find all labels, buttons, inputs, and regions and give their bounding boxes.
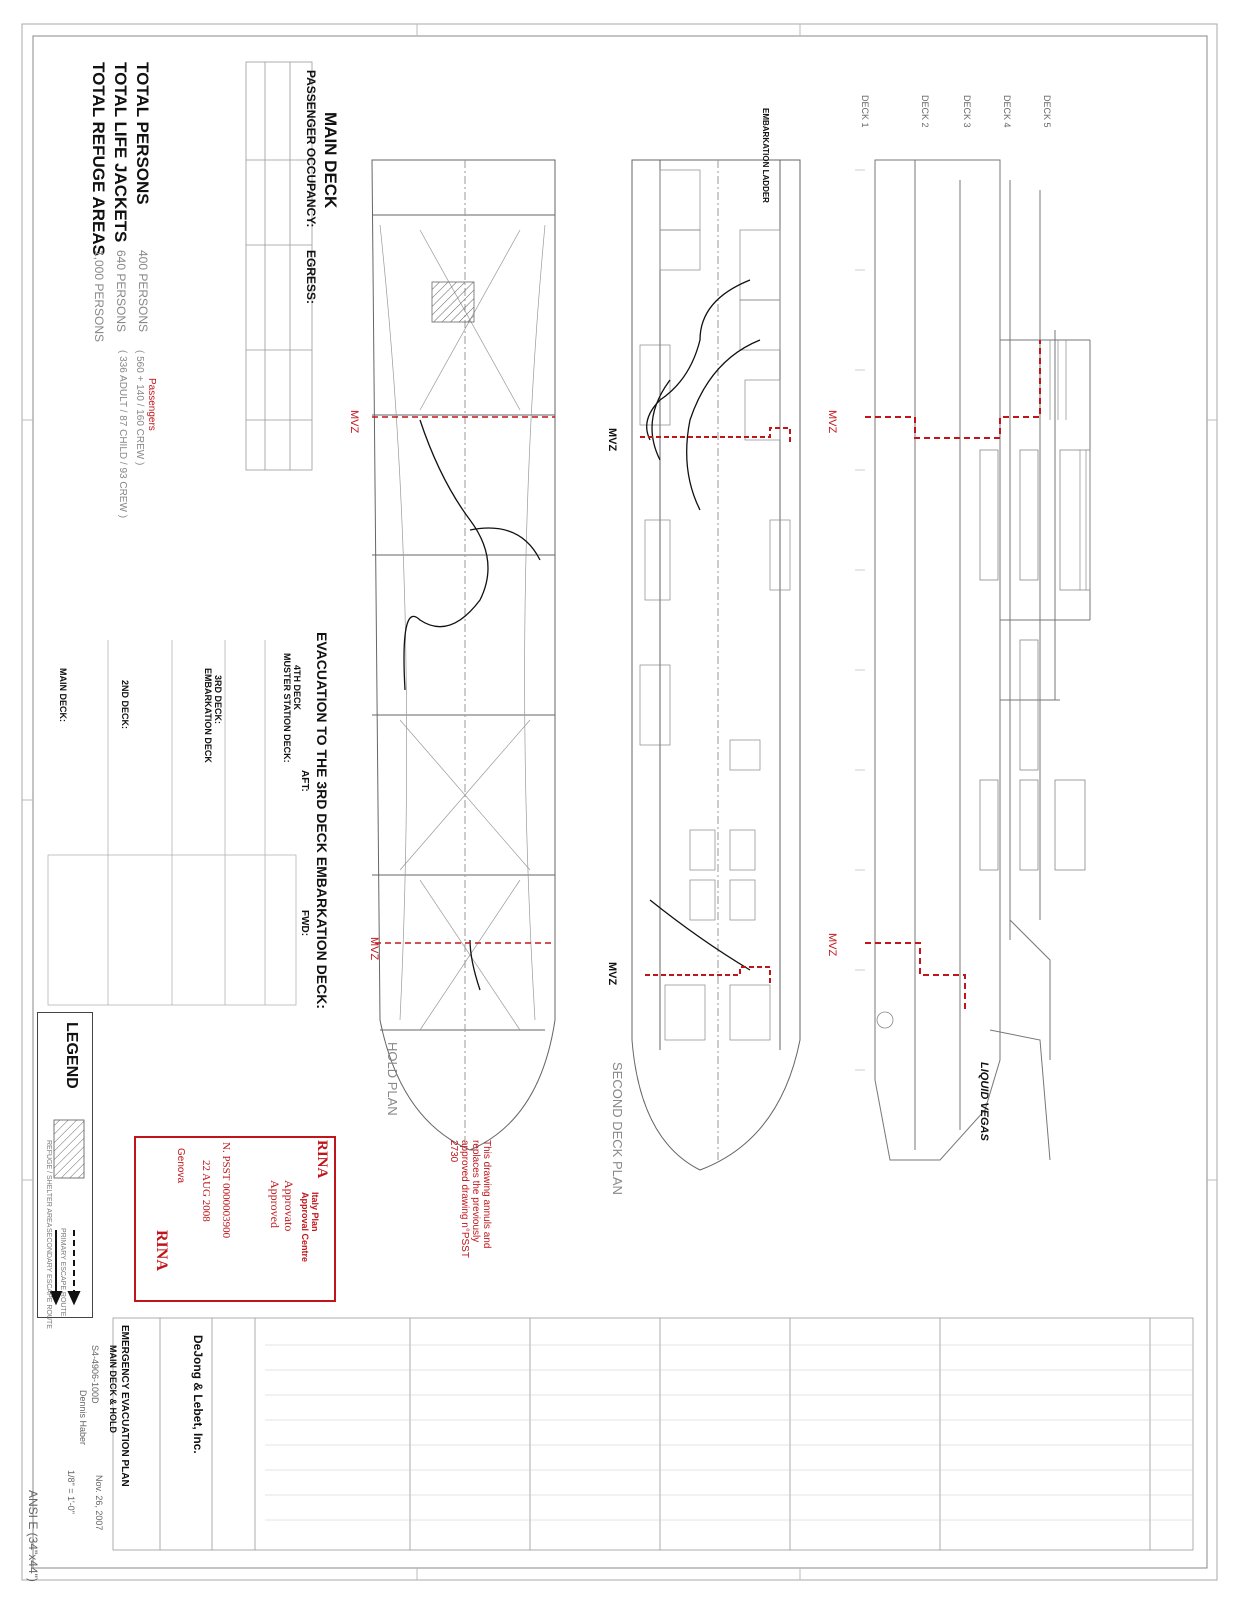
rina-logo-text: RINA	[153, 1230, 170, 1271]
total-refuge-areas-value: 1,000 PERSONS	[92, 250, 106, 343]
vessel-name: LIQUID VEGAS	[978, 1062, 990, 1141]
rina-pss-number: N. PSST 0000003900	[220, 1142, 232, 1239]
rina-approved: Approved	[268, 1180, 282, 1228]
deck-label-5: DECK 5	[1042, 95, 1052, 128]
deck-label-1: DECK 1	[860, 95, 870, 128]
second-deck-plan-label: SECOND DECK PLAN	[610, 1062, 625, 1195]
legend-item-primary: PRIMARY ESCAPE ROUTE	[59, 1228, 66, 1317]
mvz-label-second-2: MVZ	[606, 962, 618, 986]
adult-child-note: ( 336 ADULT / 87 CHILD / 93 CREW )	[117, 350, 128, 519]
company-name: DeJong & Lebet, Inc.	[191, 1335, 205, 1454]
deck-label-4: DECK 4	[1002, 95, 1012, 128]
drawing-number: S4-4906-100D	[90, 1345, 100, 1404]
evacuation-title: EVACUATION TO THE 3RD DECK EMBARKATION DECK:	[314, 632, 330, 1009]
hold-escape-routes	[404, 420, 540, 990]
embarkation-ladder-label: EMBARKATION LADDER	[761, 108, 770, 203]
drawing-title-2: MAIN DECK & HOLD	[108, 1345, 118, 1433]
evacuation-aft: AFT:	[299, 770, 310, 792]
annul-note: This drawing annuls and replaces the previously approved drawing n°PSST 2730	[448, 1140, 492, 1258]
mvz-label-profile-1: MVZ	[826, 410, 838, 434]
rina-header-title: RINA	[314, 1140, 330, 1179]
deck4-label: 4TH DECK	[292, 665, 302, 711]
mvz-label-hold-1: MVZ	[348, 410, 360, 434]
scale: 1/8" = 1'-0"	[66, 1470, 76, 1514]
rina-header-sub1: Italy Plan	[310, 1192, 320, 1232]
total-persons-value: 400 PERSONS	[136, 250, 150, 333]
title-block-grid	[113, 1318, 1193, 1550]
main-deck-evac-label: MAIN DECK:	[58, 668, 68, 722]
main-deck-title: MAIN DECK	[321, 112, 340, 209]
occupancy-table	[246, 62, 312, 470]
passengers-note: Passengers	[146, 378, 157, 431]
second-deck-escape-routes	[647, 280, 760, 970]
title-date: Nov. 26, 2007	[94, 1475, 104, 1531]
legend-item-refuge: REFUGE / SHELTER AREA	[45, 1140, 52, 1228]
total-persons-label: TOTAL PERSONS	[133, 62, 152, 205]
egress-label: EGRESS:	[304, 250, 318, 305]
deck3-label: 3RD DECK:	[213, 675, 223, 725]
evacuation-table	[48, 640, 296, 1005]
inner-border	[33, 36, 1207, 1568]
deck-label-2: DECK 2	[920, 95, 930, 128]
hold-refuge-hatch	[432, 282, 474, 322]
total-life-jackets-value: 640 PERSONS	[114, 250, 128, 333]
profile-frame-ticks	[855, 170, 865, 1070]
profile-windows	[980, 450, 1090, 870]
passengers-breakdown: ( 560 + 140 / 160 CREW )	[134, 350, 145, 466]
title-block-rows	[265, 1345, 1193, 1520]
rina-header-sub2: Approval Centre	[300, 1192, 310, 1263]
rina-genova: Genova	[175, 1148, 186, 1184]
passenger-occupancy-label: PASSENGER OCCUPANCY:	[304, 70, 318, 228]
legend-title: LEGEND	[63, 1022, 80, 1089]
mvz-label-hold-2: MVZ	[368, 937, 380, 961]
deck2-label: 2ND DECK:	[120, 680, 130, 730]
drawn-by: Dennis Haber	[78, 1390, 88, 1446]
sheet-size: ANSI E (34"x44")	[26, 1490, 40, 1582]
drawing-title-1: EMERGENCY EVACUATION PLAN	[119, 1325, 130, 1487]
muster-station-label: MUSTER STATION DECK:	[282, 653, 292, 763]
deck-label-3: DECK 3	[962, 95, 972, 128]
rina-date: 22 AUG 2008	[200, 1160, 212, 1222]
total-refuge-areas-label: TOTAL REFUGE AREAS	[89, 62, 108, 256]
profile-mvz-lines	[865, 340, 1040, 1010]
embarkation-deck-label: EMBARKATION DECK	[203, 668, 213, 763]
rina-approvato: Approvato	[282, 1180, 296, 1232]
mvz-label-profile-2: MVZ	[826, 933, 838, 957]
mvz-label-second-1: MVZ	[606, 428, 618, 452]
hold-plan-label: HOLD PLAN	[385, 1042, 400, 1116]
evacuation-fwd: FWD:	[299, 910, 310, 937]
hold-plan-frames	[380, 225, 545, 1030]
legend-item-secondary: SECONDARY ESCAPE ROUTE	[45, 1228, 52, 1329]
profile-view	[875, 160, 1090, 1160]
total-life-jackets-label: TOTAL LIFE JACKETS	[111, 62, 130, 243]
